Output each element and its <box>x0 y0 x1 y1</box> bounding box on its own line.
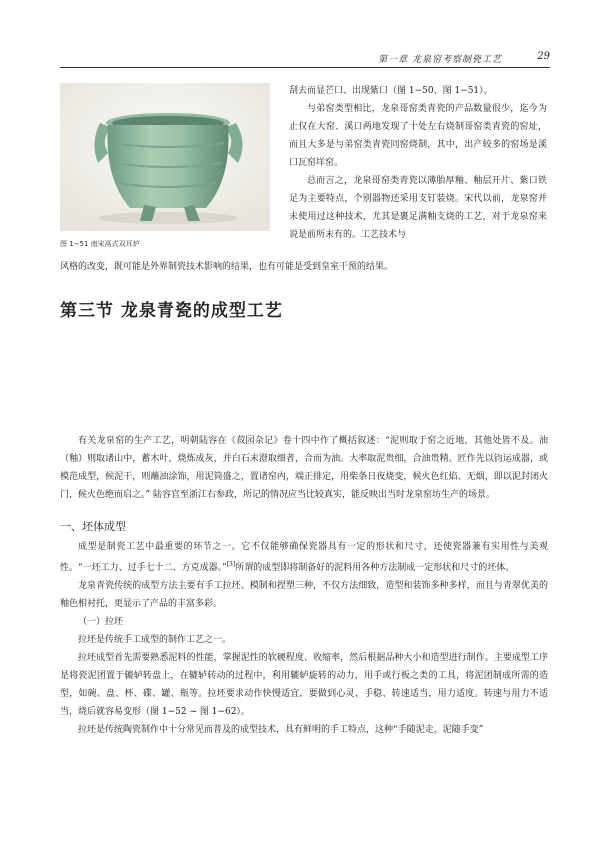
sub-subsection-title: （一）拉坯 <box>78 617 124 627</box>
paragraph: 风格的改变，既可能是外界制瓷技术影响的结果，也有可能是受到皇室干预的结果。 <box>60 262 394 272</box>
paragraph: 总而言之，龙泉哥窑类青瓷以薄胎厚釉、釉层开片、紫口铁足为主要特点，个别器物还采用支钉装烧。宋代以前，龙泉窑并未使用过这种技术，尤其是裹足满釉支烧的工艺，对于龙泉窑来说是前所未有的。工艺技术与 <box>289 176 547 240</box>
paragraph <box>60 538 548 577</box>
section-title: 第三节 龙泉青瓷的成型工艺 <box>60 301 283 321</box>
celadon-censer-image <box>60 83 270 231</box>
paragraph: 拉坯是传统手工成型的制作工艺之一。 <box>78 635 232 645</box>
running-header <box>60 50 550 70</box>
paragraph: 刮去而显芒口、出现紫口（图 1−50、图 1−51）。 <box>289 86 493 96</box>
chapter-title: 第一章 龙泉窑考察制瓷工艺 <box>378 55 502 65</box>
main-body-text <box>60 432 548 739</box>
paragraph-part: 成型是制瓷工艺中最重要的环节之一。它不仅能够确保瓷器具有一定的形状和尺寸，还使瓷器兼有实用性与美观性。“一坯工力、过手七十二、方克成器。” <box>60 542 548 573</box>
figure-photo-censer <box>60 83 270 231</box>
paragraph: 拉坯是传统陶瓷制作中十分常见而普及的成型技术，具有鲜明的手工特点，这种“手随泥走，泥随手变” <box>78 725 484 735</box>
intro-paragraph: 有关龙泉窑的生产工艺，明朝陆容在《菽园杂记》卷十四中作了概括叙述：“泥则取于窑之近地，其他处皆不及。油（釉）则取诸山中，蓄木叶，烧炼成灰，并白石末澄取细者，合而为油。大率取泥贵细，合油贵精。匠作先以钧运成器，或模范成型，候泥干，则蘸油涂饰，用泥筒盛之，置诸窑内，端正排定，用柴条日夜烧变，候火色红焰、无烟，即以泥封闭火门，候火色绝而启之。” 陆容官至浙江右参政，所记的情况应当比较真实，能反映出当时龙泉窑坊生产的场景。 <box>60 436 548 500</box>
paragraph: 与弟窑类型相比，龙泉哥窑类青瓷的产品数量很少，迄今为止仅在大窑、溪口两地发现了十处左右烧制哥窑类青瓷的窑址，而且大多是与弟窑类青瓷同窑烧制，其中，出产较多的窑场是溪口瓦窑垟窑。 <box>289 104 547 168</box>
figure-caption: 图 1−51 南宋鬲式双耳炉 <box>60 240 140 248</box>
subsection-title: 一、坯体成型 <box>60 520 126 533</box>
continuation-text <box>60 258 548 276</box>
page-number: 29 <box>537 51 550 62</box>
footnote-ref: [3] <box>226 561 236 568</box>
right-column-text <box>289 82 547 244</box>
header-rule <box>60 67 550 68</box>
paragraph: 龙泉青瓷传统的成型方法主要有手工拉坯、模制和捏塑三种，不仅方法细致，造型和装饰多种多样，而且与青翠优美的釉色相衬托，更显示了产品的丰富多彩。 <box>60 581 548 609</box>
paragraph-part: 所谓的成型即将制备好的泥料用各种方法制成一定形状和尺寸的坯体。 <box>235 563 515 573</box>
paragraph: 拉坯成型首先需要熟悉泥料的性能，掌握泥性的软硬程度、收缩率，然后根据品种大小和造型进行制作。主要成型工序是将瓷泥团置于辘轳转盘上，在辘轳转动的过程中，利用辘轳旋转的动力，用手或行板之类的工具，将泥团制成所需的造型，如碗、盘、杯、碟、罐、瓶等。拉坯要求动作快慢适宜，要做到心灵、手稳、转速适当，用力适度。转速与用力不适当，烧后就容易变形（图 1−52 ~ 图 1−62）。 <box>60 653 548 717</box>
